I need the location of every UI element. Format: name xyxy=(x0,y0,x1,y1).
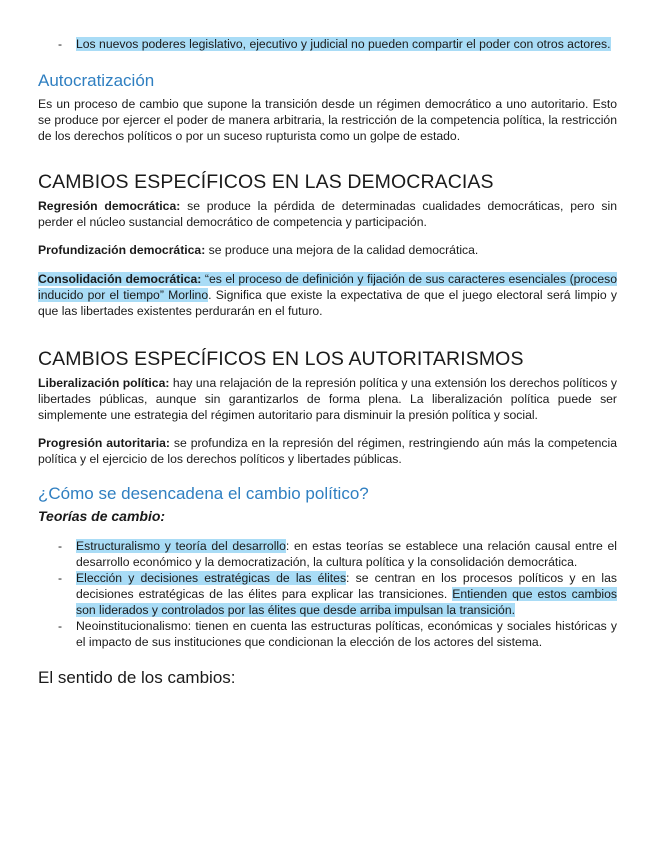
list-item-text: : en estas teorías se establece una relación causal entre el desarrollo económico y la democratización, la cultura política y la consolidación democrática. xyxy=(76,539,617,569)
list-item xyxy=(76,538,617,570)
paragraph-consolidacion xyxy=(38,271,617,319)
term-progresion: Progresión autoritaria: xyxy=(38,436,170,450)
paragraph-autocratizacion: Es un proceso de cambio que supone la transición desde un régimen democrático a uno autoritario. Esto se produce por ejercer el poder de manera arbitraria, la restricción de la competencia política, la restricción de los derechos políticos o por un suceso rupturista como un golpe de estado. xyxy=(38,97,617,143)
section-heading-cambio: ¿Cómo se desencadena el cambio político? xyxy=(38,484,369,503)
section-heading-autocratizacion: Autocratización xyxy=(38,71,155,90)
paragraph-regresion xyxy=(38,198,617,230)
paragraph-profundizacion xyxy=(38,242,617,258)
term-regresion: Regresión democrática: xyxy=(38,199,181,213)
list-item xyxy=(76,570,617,618)
quote-morlino: “es el proceso de definición y fijación de sus caracteres esenciales (proceso inducido por el tiempo” Morlino xyxy=(38,272,617,302)
definition-profundizacion: se produce una mejora de la calidad democrática. xyxy=(205,243,479,257)
definition-consolidacion: . Significa que existe la expectativa de que el juego electoral será limpio y que las libertades existentes perdurarán en el futuro. xyxy=(38,288,617,318)
definition-liberalizacion: hay una relajación de la represión política y una extensión los derechos políticos y libertades públicas, aunque sin garantizarlos de forma plena. La liberalización política puede ser simplemente une estrategia del régimen autoritario para disminuir la presión política y social. xyxy=(38,376,617,422)
highlighted-text: Los nuevos poderes legislativo, ejecutivo y judicial no pueden compartir el poder con otros actores. xyxy=(76,37,611,51)
definition-regresion: se produce la pérdida de determinadas cualidades democráticas, pero sin perder el núcleo sustancial democrático de competencia y participación. xyxy=(38,199,617,229)
highlighted-text: Entienden que estos cambios son liderados y controlados por las élites que desde arriba impulsan la transición. xyxy=(76,587,617,617)
subheading-teorias: Teorías de cambio: xyxy=(38,508,166,524)
paragraph-progresion xyxy=(38,435,617,467)
term-profundizacion: Profundización democrática: xyxy=(38,243,206,257)
term-liberalizacion: Liberalización política: xyxy=(38,376,170,390)
list-item-text: : se centran en los procesos políticos y en las decisiones estratégicas de las élites para explicar las transiciones. xyxy=(76,571,617,601)
definition-progresion: se profundiza en la represión del régimen, restringiendo aún más la competencia política y el ejercicio de los derechos políticos y libertades públicas. xyxy=(38,436,617,466)
highlighted-text: Estructuralismo y teoría del desarrollo xyxy=(76,539,286,553)
theories-list xyxy=(38,538,617,650)
list-item-text: Neoinstitucionalismo: tienen en cuenta las estructuras políticas, económicas y sociales históricas y el impacto de sus instituciones que condicionan la elección de los actores del sistema. xyxy=(76,619,617,649)
list-item xyxy=(76,618,617,650)
top-bullet-list xyxy=(38,36,617,52)
section-heading-democracias: CAMBIOS ESPECÍFICOS EN LAS DEMOCRACIAS xyxy=(38,171,494,193)
highlighted-text: Elección y decisiones estratégicas de las élites xyxy=(76,571,347,585)
section-heading-autoritarismos: CAMBIOS ESPECÍFICOS EN LOS AUTORITARISMOS xyxy=(38,348,524,370)
term-consolidacion: Consolidación democrática: xyxy=(38,272,202,286)
list-item xyxy=(76,36,617,52)
paragraph-liberalizacion xyxy=(38,375,617,423)
section-heading-sentido: El sentido de los cambios: xyxy=(38,668,236,687)
